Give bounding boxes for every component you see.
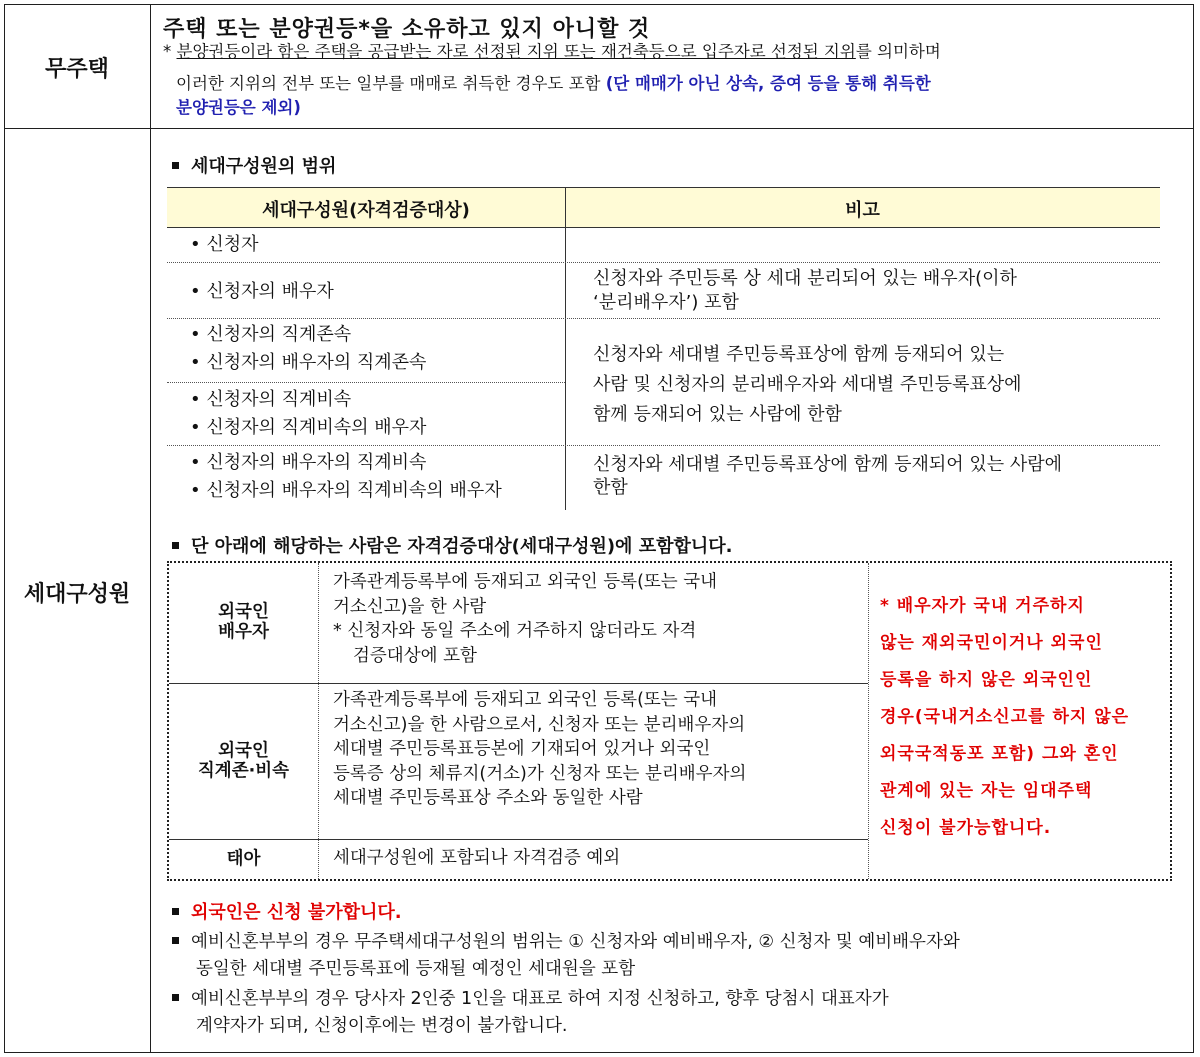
table-header-line: [167, 227, 1160, 228]
foreign-red-note: [880, 588, 1166, 847]
foreign-spouse-desc-line2: 거소신고)을 한 사람: [333, 596, 487, 617]
bullet-prospective-newlyweds-scope: [172, 929, 1187, 983]
foreign-lineal-desc-line1: 가족관계등록부에 등재되고 외국인 등록(또는 국내: [333, 690, 718, 710]
label-divider: [150, 4, 151, 1053]
foreign-lineal-title-line1: 외국인: [218, 741, 269, 761]
note-spouse-line1: 신청자와 주민등록 상 세대 분리되어 있는 배우자(이하: [593, 268, 1017, 289]
foreign-spouse-title-line1: 외국인: [218, 602, 269, 622]
row-label-homeless: 무주택: [45, 57, 109, 82]
member-spouse-ascendant: • 신청자의 배우자의 직계존속: [190, 352, 427, 373]
square-bullet-icon: [172, 908, 179, 915]
member-spouse: • 신청자의 배우자: [190, 281, 334, 302]
note-ascendant-descendant: [593, 340, 1022, 430]
foreign-spouse-title: [169, 602, 318, 642]
note-ad-line2: 사람 및 신청자의 분리배우자와 세대별 주민등록표상에: [593, 374, 1022, 395]
frame-left: [4, 4, 5, 1053]
note-spouse-line2: ‘분리배우자’) 포함: [593, 292, 739, 313]
foreign-lineal-title-line2: 직계존·비속: [197, 761, 290, 781]
bullet-foreign-not-allowed-label: 외국인은 신청 불가합니다.: [191, 902, 402, 923]
red-note-line5: 외국국적동포 포함) 그와 혼인: [880, 744, 1119, 764]
fetus-desc: 세대구성원에 포함되나 자격검증 예외: [333, 848, 621, 868]
section-household-scope-label: 세대구성원의 범위: [191, 156, 337, 177]
row-label-household: 세대구성원: [23, 582, 131, 607]
bullet-foreign-not-allowed: [172, 898, 402, 924]
table-col-divider: [565, 187, 566, 510]
table-row-line: [167, 382, 565, 383]
member-descendant-spouse: • 신청자의 직계비속의 배우자: [190, 417, 427, 438]
member-descendant: • 신청자의 직계비속: [190, 389, 352, 410]
presale-right-note-line2: [176, 74, 1191, 94]
section-included-persons-label: 단 아래에 해당하는 사람은 자격검증대상(세대구성원)에 포함합니다.: [191, 536, 733, 557]
frame-bottom: [4, 1052, 1194, 1053]
bullet3-line2: 계약자가 되며, 신청이후에는 변경이 불가합니다.: [196, 1016, 568, 1036]
section-household-scope: [172, 152, 336, 178]
frame-right: [1193, 4, 1194, 1053]
col-header-remarks: 비고: [845, 200, 880, 221]
square-bullet-icon: [172, 542, 179, 549]
foreign-spouse-desc: [333, 570, 861, 668]
red-note-line7: 신청이 불가능합니다.: [880, 818, 1052, 838]
note-blue-part2: 분양권등은 제외): [176, 98, 301, 117]
note-spouse-descendant-line2: 한함: [593, 477, 628, 498]
foreign-lineal-desc-line3: 세대별 주민등록표등본에 기재되어 있거나 외국인: [333, 739, 711, 759]
foreign-lineal-title: [169, 741, 318, 781]
member-applicant: • 신청자: [190, 234, 259, 255]
red-note-line3: 등록을 하지 않은 외국인인: [880, 670, 1093, 690]
note-asterisk: *: [163, 42, 177, 61]
note-ad-line1: 신청자와 세대별 주민등록표상에 함께 등재되어 있는: [593, 344, 1005, 365]
frame-top: [4, 4, 1194, 5]
foreign-title-divider: [318, 563, 319, 879]
red-note-line6: 관계에 있는 자는 임대주택: [880, 781, 1093, 801]
bullet3-line1: 예비신혼부부의 경우 당사자 2인중 1인을 대표로 하여 지정 신청하고, 향후 당첨시 대표자가: [191, 989, 889, 1009]
bullet2-line1: 예비신혼부부의 경우 무주택세대구성원의 범위는 ① 신청자와 예비배우자, ② 신청자 및 예비배우자와: [191, 932, 960, 952]
table-row-line: [167, 262, 1160, 263]
note-line2: 이러한 지위의 전부 또는 일부를 매매로 취득한 경우도 포함: [176, 74, 601, 93]
red-note-line1: * 배우자가 국내 거주하지: [880, 596, 1085, 616]
square-bullet-icon: [172, 937, 179, 944]
table-top-line: [167, 187, 1160, 188]
foreign-spouse-desc-line1: 가족관계등록부에 등재되고 외국인 등록(또는 국내: [333, 572, 718, 592]
table-row-line: [167, 445, 1160, 446]
row-divider: [4, 128, 1194, 129]
homeless-condition-title: 주택 또는 분양권등*을 소유하고 있지 아니할 것: [163, 17, 651, 42]
foreign-row-line: [169, 683, 868, 684]
foreign-lineal-desc-line4: 등록증 상의 체류지(거소)가 신청자 또는 분리배우자의: [333, 763, 747, 784]
foreign-note-divider: [868, 563, 869, 879]
section-included-persons: [172, 532, 733, 558]
note-blue-part1: (단 매매가 아닌 상속, 증여 등을 통해 취득한: [605, 74, 931, 93]
foreign-lineal-desc: [333, 688, 861, 811]
red-note-line4: 경우(국내거소신고를 하지 않은: [880, 707, 1130, 727]
col-header-members: 세대구성원(자격검증대상): [262, 200, 470, 221]
foreign-spouse-desc-line4: 검증대상에 포함: [353, 645, 477, 666]
foreign-lineal-desc-line2: 거소신고)을 한 사람으로서, 신청자 또는 분리배우자의: [333, 714, 746, 735]
note-ad-line3: 함께 등재되어 있는 사람에 한함: [593, 404, 842, 425]
presale-right-note: [163, 42, 1188, 62]
member-spouse-descendant: • 신청자의 배우자의 직계비속: [190, 452, 427, 473]
foreign-spouse-title-line2: 배우자: [218, 622, 269, 642]
note-rest: 를 의미하며: [855, 42, 941, 61]
red-note-line2: 않는 재외국민이거나 외국인: [880, 633, 1103, 653]
square-bullet-icon: [172, 994, 179, 1001]
foreign-row-line: [169, 839, 868, 840]
bullet2-line2: 동일한 세대별 주민등록표에 등재될 예정인 세대원을 포함: [196, 959, 636, 979]
bullet-prospective-newlyweds-representative: [172, 986, 1187, 1040]
foreign-lineal-desc-line5: 세대별 주민등록표상 주소와 동일한 사람: [333, 788, 643, 808]
note-spouse-descendant-line1: 신청자와 세대별 주민등록표상에 함께 등재되어 있는 사람에: [593, 454, 1063, 475]
square-bullet-icon: [172, 162, 179, 169]
table-row-line: [167, 318, 1160, 319]
foreign-spouse-desc-line3: * 신청자와 동일 주소에 거주하지 않더라도 자격: [333, 621, 697, 641]
note-underlined: 분양권등이라 함은 주택을 공급받는 자로 선정된 지위 또는 재건축등으로 입주자로 선정된 지위: [176, 42, 856, 61]
member-spouse-descendant-spouse: • 신청자의 배우자의 직계비속의 배우자: [190, 480, 502, 501]
fetus-title: 태아: [226, 849, 261, 869]
member-ascendant: • 신청자의 직계존속: [190, 324, 352, 345]
